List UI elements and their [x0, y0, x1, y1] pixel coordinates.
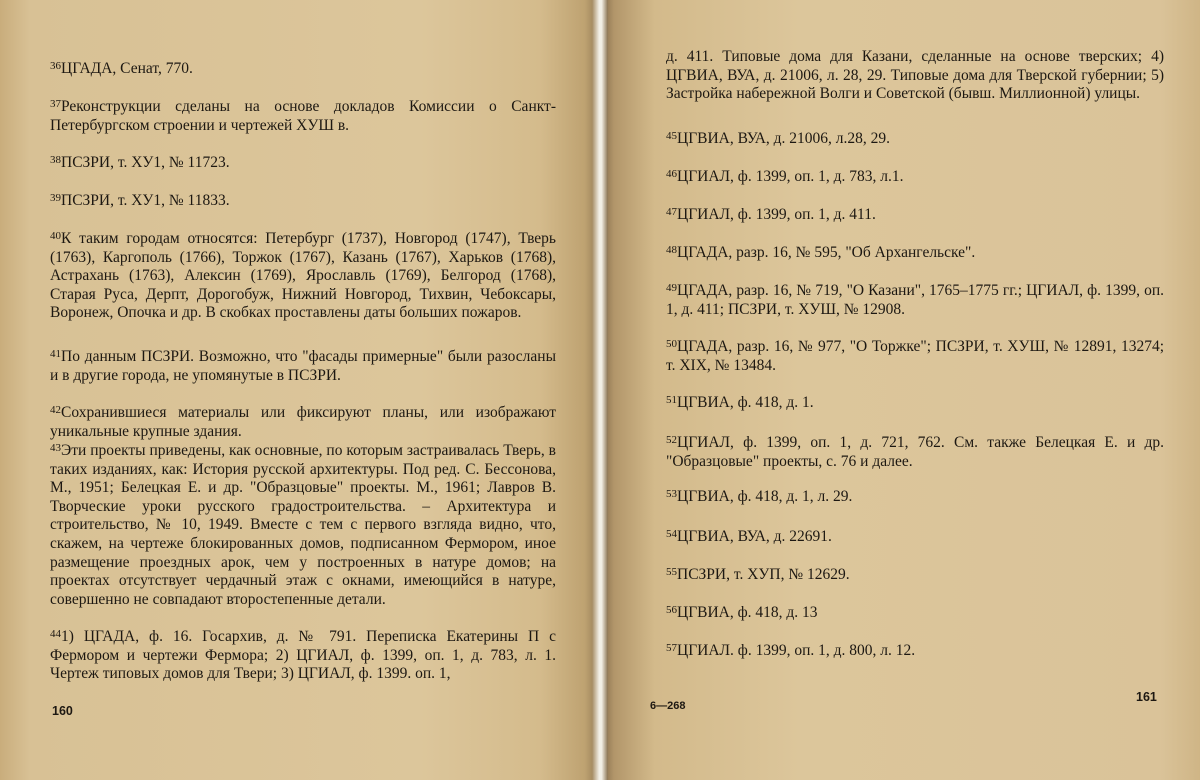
footnote-number: 53	[666, 488, 677, 500]
footnote-38	[50, 154, 556, 173]
footnote-37	[50, 98, 556, 135]
footnote-text: ЦГАДА, разр. 16, № 595, "Об Архангельске".	[677, 244, 976, 261]
page-number-left: 160	[52, 704, 73, 718]
footnote-number: 50	[666, 338, 677, 350]
footnote-text: Сохранившиеся материалы или фиксируют планы, или изображают уникальные крупные здания.	[50, 404, 556, 440]
footnote-text: ЦГАДА, Сенат, 770.	[61, 60, 193, 77]
footnote-text: ПСЗРИ, т. ХУ1, № 11833.	[61, 192, 230, 209]
footnote-44-continuation: д. 411. Типовые дома для Казани, сделанные на основе тверских; 4) ЦГВИА, ВУА, д. 21006, л. 28, 29. Типовые дома для Тверской губернии; 5) Застройка набережной Волги и Советской (бывш. Миллионной) улицы.	[666, 48, 1164, 103]
footnote-44	[50, 628, 556, 684]
footnote-number: 48	[666, 244, 677, 256]
footnote-40	[50, 230, 556, 323]
footnote-48	[666, 244, 1164, 263]
book-gutter	[592, 0, 608, 780]
footnote-text: ЦГВИА, ф. 418, д. 1, л. 29.	[677, 488, 853, 505]
footnote-number: 41	[50, 348, 61, 360]
footnote-54	[666, 528, 1164, 547]
footnote-number: 43	[50, 442, 61, 454]
footnote-number: 57	[666, 642, 677, 654]
footnote-text: ЦГВИА, ф. 418, д. 1.	[677, 394, 814, 411]
footnote-36	[50, 60, 556, 79]
footnote-text: К таким городам относятся: Петербург (1737), Новгород (1747), Тверь (1763), Каргополь (1766), Торжок (1767), Казань (1767), Харьков (1768), Астрахань (1763), Алексин (1769), Ярославль (1769), Белгород (1768), Старая Руса, Дерпт, Дорогобуж, Нижний Новгород, Тихвин, Чебоксары, Воронеж, Опочка и др. В скобках проставлены даты больших пожаров.	[50, 230, 556, 322]
footnote-number: 44	[50, 628, 61, 640]
right-page	[600, 0, 1200, 780]
footnote-50	[666, 338, 1164, 375]
page-number-right: 161	[1136, 690, 1157, 704]
footnote-text: ЦГИАЛ, ф. 1399, оп. 1, д. 721, 762. См. также Белецкая Е. и др. "Образцовые" проекты, с. 76 и далее.	[666, 434, 1164, 470]
footnote-number: 56	[666, 604, 677, 616]
footnote-number: 46	[666, 168, 677, 180]
footnote-43	[50, 442, 556, 609]
footnote-49	[666, 282, 1164, 319]
footnote-55	[666, 566, 1164, 585]
footnote-number: 36	[50, 60, 61, 72]
footnote-text: Эти проекты приведены, как основные, по которым застраивалась Тверь, в таких изданиях, как: История русской архитектуры. Под ред. С. Бессонова, М., 1951; Белецкая Е. и др. "Образцовые" проекты. М., 1961; Лавров В. Творческие уроки русского градостроительства. – Архитектура и строительство, № 10, 1949. Вместе с тем с первого взгляда видно, что, скажем, на чертеже блокированных домов, подписанном Фермором, иное размещение проездных арок, чем у построенных в натуре домов; на проектах отсутствует чердачный этаж с окнами, имеющийся в натуре, совершенно не совпадают второстепенные детали.	[50, 442, 556, 608]
footnote-52	[666, 434, 1164, 471]
footnote-51	[666, 394, 1164, 413]
footnote-42	[50, 404, 556, 441]
footnote-number: 38	[50, 154, 61, 166]
footnote-text: Реконструкции сделаны на основе докладов Комиссии о Санкт-Петербургском строении и чертежей ХУШ в.	[50, 98, 556, 134]
signature-mark: 6—268	[650, 700, 686, 712]
footnote-number: 45	[666, 130, 677, 142]
footnote-text: ЦГИАЛ, ф. 1399, оп. 1, д. 411.	[677, 206, 876, 223]
footnote-text: ПСЗРИ, т. ХУ1, № 11723.	[61, 154, 230, 171]
footnote-number: 52	[666, 434, 677, 446]
footnote-56	[666, 604, 1164, 623]
footnote-53	[666, 488, 1164, 507]
footnote-number: 51	[666, 394, 677, 406]
footnote-text: ЦГИАЛ. ф. 1399, оп. 1, д. 800, л. 12.	[677, 642, 916, 659]
footnote-number: 54	[666, 528, 677, 540]
footnote-number: 47	[666, 206, 677, 218]
footnote-text: ЦГВИА, ф. 418, д. 13	[677, 604, 818, 621]
footnote-text: ЦГАДА, разр. 16, № 719, "О Казани", 1765–1775 гг.; ЦГИАЛ, ф. 1399, оп. 1, д. 411; ПСЗРИ, т. ХУШ, № 12908.	[666, 282, 1164, 318]
footnote-number: 37	[50, 98, 61, 110]
footnote-text: ЦГВИА, ВУА, д. 22691.	[677, 528, 832, 545]
footnote-45	[666, 130, 1164, 149]
footnote-46	[666, 168, 1164, 187]
footnote-57	[666, 642, 1164, 661]
footnote-47	[666, 206, 1164, 225]
footnote-number: 55	[666, 566, 677, 578]
footnote-text: 1) ЦГАДА, ф. 16. Госархив, д. № 791. Переписка Екатерины П с Фермором и чертежи Фермора; 2) ЦГИАЛ, ф. 1399, оп. 1, д. 783, л. 1. Чертеж типовых домов для Твери; 3) ЦГИАЛ, ф. 1399. оп. 1,	[50, 628, 556, 683]
footnote-number: 39	[50, 192, 61, 204]
footnote-text: ЦГАДА, разр. 16, № 977, "О Торжке"; ПСЗРИ, т. ХУШ, № 12891, 13274; т. XIX, № 13484.	[666, 338, 1164, 374]
footnote-number: 49	[666, 282, 677, 294]
footnote-text: По данным ПСЗРИ. Возможно, что "фасады примерные" были разосланы и в другие города, не упомянутые в ПСЗРИ.	[50, 348, 556, 384]
footnote-text: ПСЗРИ, т. ХУП, № 12629.	[677, 566, 850, 583]
footnote-text: ЦГВИА, ВУА, д. 21006, л.28, 29.	[677, 130, 891, 147]
footnote-41	[50, 348, 556, 385]
footnote-39	[50, 192, 556, 211]
footnote-number: 42	[50, 404, 61, 416]
footnote-text: ЦГИАЛ, ф. 1399, оп. 1, д. 783, л.1.	[677, 168, 904, 185]
footnote-number: 40	[50, 230, 61, 242]
